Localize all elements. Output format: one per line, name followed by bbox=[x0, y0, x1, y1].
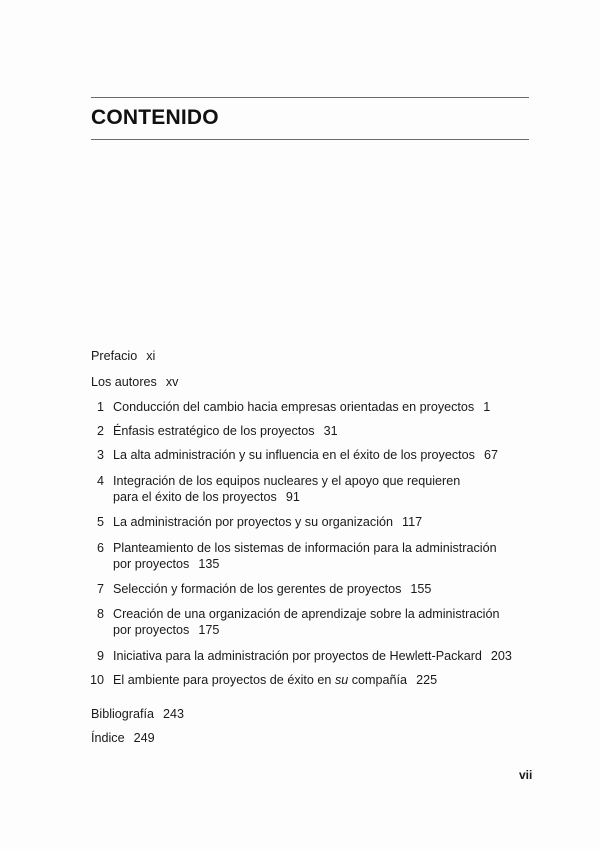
chapter-page: 1 bbox=[483, 400, 491, 414]
chapter-page: 31 bbox=[323, 424, 338, 438]
chapter-title-cont: por proyectos bbox=[113, 623, 190, 637]
chapter-page: 225 bbox=[416, 673, 438, 687]
chapter-title: Énfasis estratégico de los proyectos bbox=[113, 424, 315, 438]
chapter-title: La alta administración y su influencia en el éxito de los proyectos bbox=[113, 448, 475, 462]
toc-label: Índice bbox=[91, 731, 125, 745]
page-number: vii bbox=[519, 768, 533, 782]
toc-page: xv bbox=[165, 375, 179, 389]
chapter-number: 8 bbox=[96, 607, 104, 621]
chapter-number: 1 bbox=[96, 400, 104, 414]
toc-page: 249 bbox=[133, 731, 155, 745]
chapter-title-cont: por proyectos bbox=[113, 557, 190, 571]
chapter-title: Iniciativa para la administración por proyectos de Hewlett-Packard bbox=[113, 649, 482, 663]
chapter-page: 155 bbox=[410, 582, 432, 596]
chapter-number: 4 bbox=[96, 474, 104, 488]
chapter-number: 6 bbox=[96, 541, 104, 555]
chapter-number: 5 bbox=[96, 515, 104, 529]
chapter-page: 203 bbox=[490, 649, 512, 663]
toc-page: xi bbox=[146, 349, 156, 363]
toc-label: Los autores bbox=[91, 375, 157, 389]
toc-entry-indice[interactable] bbox=[91, 730, 155, 746]
chapter-title: La administración por proyectos y su organización bbox=[113, 515, 394, 529]
chapter-number: 2 bbox=[96, 424, 104, 438]
toc-entry-prefacio[interactable] bbox=[91, 348, 155, 364]
chapter-title: Conducción del cambio hacia empresas orientadas en proyectos bbox=[113, 400, 475, 414]
chapter-page: 67 bbox=[483, 448, 498, 462]
chapter-title: El ambiente para proyectos de éxito en bbox=[113, 673, 332, 687]
chapter-title: Integración de los equipos nucleares y el apoyo que requieren bbox=[113, 474, 461, 488]
chapter-title-cont: para el éxito de los proyectos bbox=[113, 490, 277, 504]
toc-label: Bibliografía bbox=[91, 707, 155, 721]
chapter-title: Creación de una organización de aprendizaje sobre la administración bbox=[113, 607, 500, 621]
top-rule bbox=[91, 97, 529, 98]
page-title: CONTENIDO bbox=[91, 106, 219, 129]
chapter-number: 3 bbox=[96, 448, 104, 462]
toc-entry-bibliografia[interactable] bbox=[91, 706, 184, 722]
chapter-title: Planteamiento de los sistemas de información para la administración bbox=[113, 541, 497, 555]
toc-entry-autores[interactable] bbox=[91, 374, 178, 390]
chapter-page: 135 bbox=[198, 557, 220, 571]
chapter-page: 175 bbox=[198, 623, 220, 637]
chapter-title-end: compañía bbox=[351, 673, 408, 687]
toc-page: 243 bbox=[163, 707, 185, 721]
chapter-number: 7 bbox=[96, 582, 104, 596]
bottom-rule bbox=[91, 139, 529, 140]
chapter-number: 9 bbox=[96, 649, 104, 663]
chapter-number: 10 bbox=[89, 673, 104, 687]
chapter-title-emphasis: su bbox=[334, 673, 349, 687]
chapter-title: Selección y formación de los gerentes de proyectos bbox=[113, 582, 402, 596]
chapter-page: 91 bbox=[285, 490, 300, 504]
toc-label: Prefacio bbox=[91, 349, 138, 363]
chapter-page: 117 bbox=[402, 515, 423, 529]
